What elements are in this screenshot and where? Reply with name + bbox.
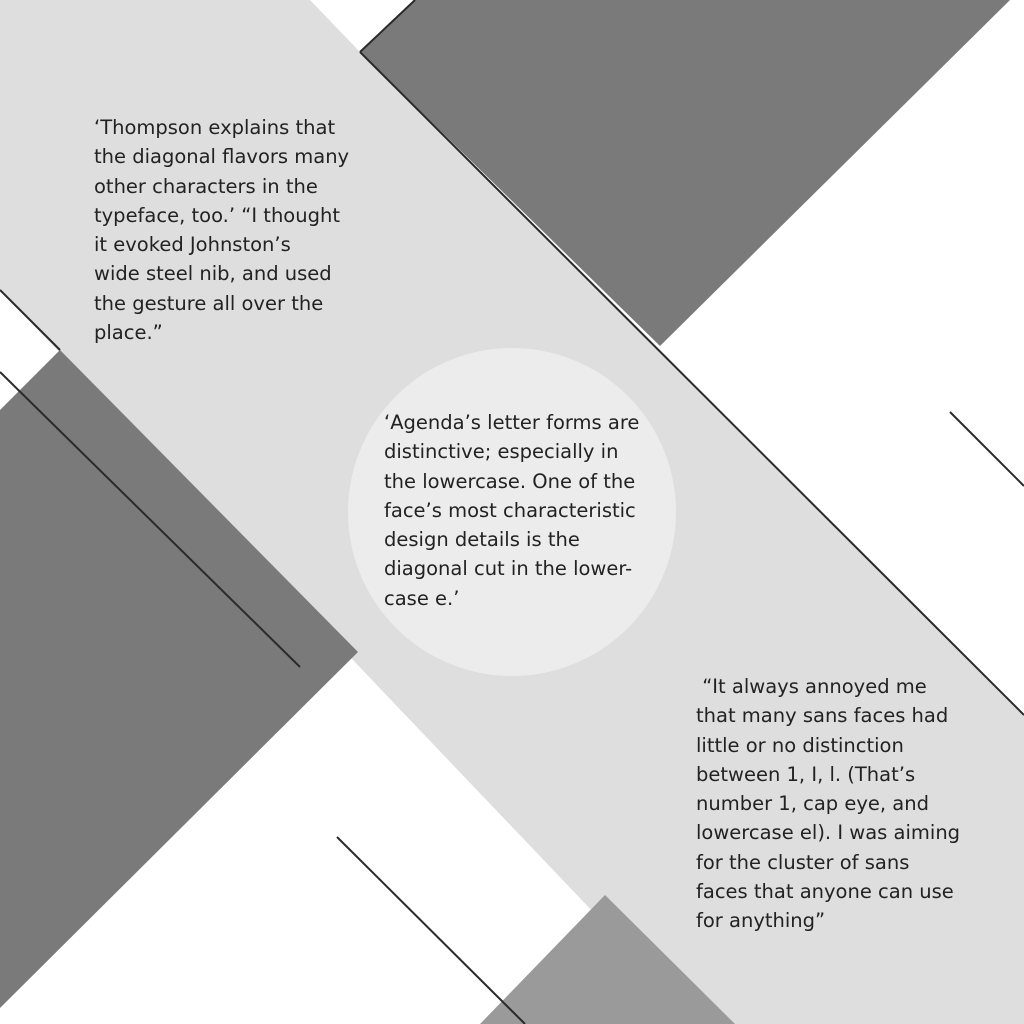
quote-line: diagonal cut in the lower- [384, 557, 633, 581]
quote-line: distinctive; especially in [384, 440, 619, 464]
quote-line: that many sans faces had [696, 704, 949, 728]
quote-line: case e.’ [384, 586, 460, 610]
diagonal-line-right [950, 412, 1024, 486]
quote-line: lowercase el). I was aiming [696, 821, 961, 845]
quote-line: faces that anyone can use [696, 880, 954, 904]
quote-line: for anything” [696, 909, 826, 933]
quote-line: typeface, too.’ “I thought [94, 203, 340, 227]
quote-line: ‘Thompson explains that [94, 116, 336, 139]
quote-annoyed [696, 672, 960, 936]
quote-line: place.” [94, 321, 163, 345]
quote-line: “It always annoyed me [696, 675, 927, 698]
quote-line: wide steel nib, and used [94, 262, 332, 286]
quote-line: ‘Agenda’s letter forms are [384, 411, 640, 434]
quote-line: little or no distinction [696, 733, 904, 757]
quote-line: face’s most characteristic [384, 498, 636, 522]
quote-line: for the cluster of sans [696, 850, 910, 874]
quote-line: the gesture all over the [94, 291, 324, 315]
quote-thompson [94, 113, 349, 347]
quote-line: design details is the [384, 528, 580, 552]
quote-line: other characters in the [94, 174, 318, 198]
quote-line: it evoked Johnston’s [94, 233, 291, 257]
diagonal-line-bottom [337, 837, 525, 1024]
quote-agenda [384, 408, 639, 613]
quote-line: between 1, I, l. (That’s [696, 762, 916, 786]
quote-line: the diagonal flavors many [94, 145, 350, 169]
quote-line: the lowercase. One of the [384, 469, 636, 493]
quote-line: number 1, cap eye, and [696, 792, 929, 816]
